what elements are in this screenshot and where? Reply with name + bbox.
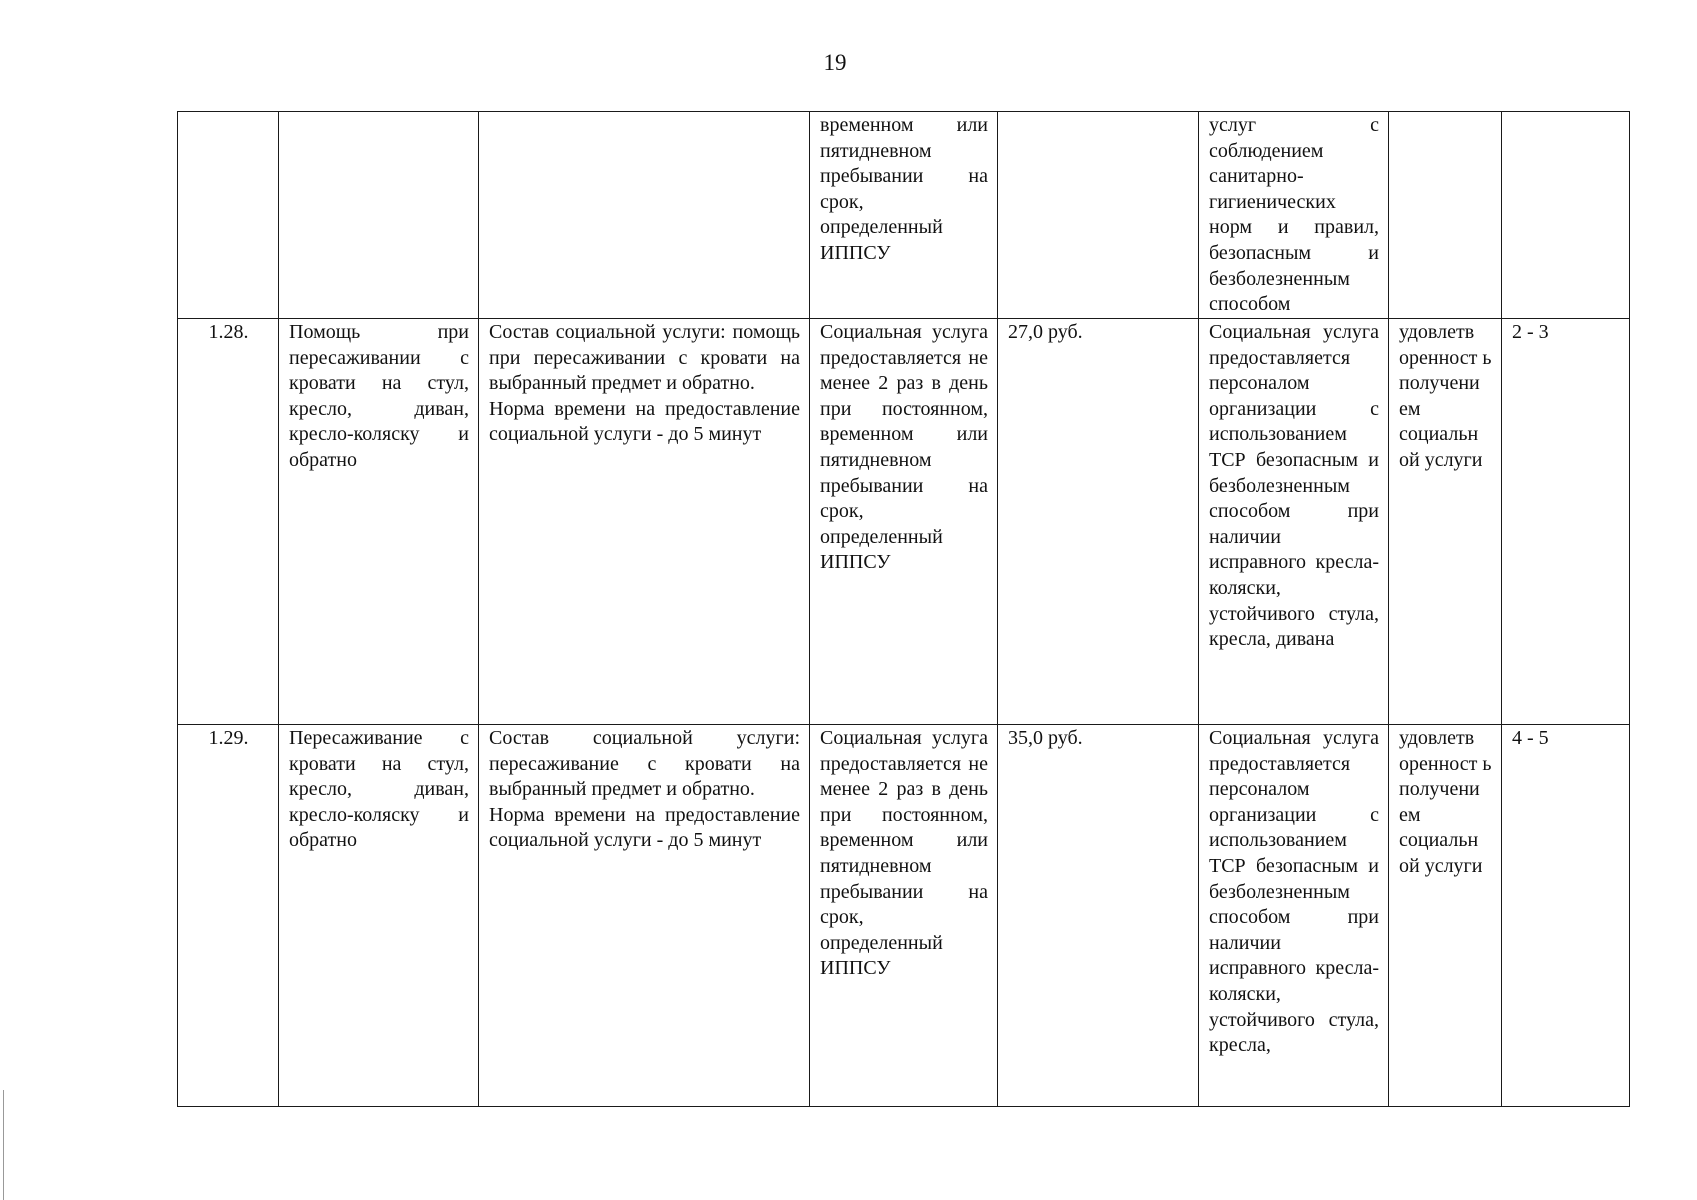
table-row [178,725,1630,1107]
cell-score [1502,112,1630,319]
cell-number: 1.28. [178,319,279,725]
cell-score: 2 - 3 [1502,319,1630,725]
cell-quality: Социальная услуга предоставляется персоналом организации с использованием ТСР безопасным и безболезненным способом при наличии исправного кресла-коляски, устойчивого стула, кресла, [1199,725,1389,1107]
cell-quality: услуг с соблюдением санитарно-гигиенических норм и правил, безопасным и безболезненным способом [1199,112,1389,319]
page-number: 19 [823,50,847,75]
table-row [178,319,1630,725]
composition-text: Состав социальной услуги: пересаживание с кровати на выбранный предмет и обратно. [489,727,800,801]
services-table [177,111,1630,1107]
cell-price [998,112,1199,319]
cell-conditions: Социальная услуга предоставляется не менее 2 раз в день при постоянном, временном или пятидневном пребывании на срок, определенный ИППСУ [810,725,998,1107]
composition-text: Состав социальной услуги: помощь при пересаживании с кровати на выбранный предмет и обратно. [489,321,800,395]
cell-evaluation: удовлетв оренност ь получени ем социальн ой услуги [1389,725,1502,1107]
time-norm-text: Норма времени на предоставление социальной услуги - до 5 минут [489,803,800,852]
cell-conditions: Социальная услуга предоставляется не менее 2 раз в день при постоянном, временном или пятидневном пребывании на срок, определенный ИППСУ [810,319,998,725]
cell-composition [479,319,810,725]
cell-conditions: временном или пятидневном пребывании на срок, определенный ИППСУ [810,112,998,319]
cell-service-name: Пересаживание с кровати на стул, кресло, диван, кресло-коляску и обратно [279,725,479,1107]
scan-edge-mark [3,1090,4,1200]
time-norm-text: Норма времени на предоставление социальной услуги - до 5 минут [489,397,800,446]
cell-number [178,112,279,319]
cell-score: 4 - 5 [1502,725,1630,1107]
cell-evaluation: удовлетв оренност ь получени ем социальн ой услуги [1389,319,1502,725]
cell-quality: Социальная услуга предоставляется персоналом организации с использованием ТСР безопасным и безболезненным способом при наличии исправного кресла-коляски, устойчивого стула, кресла, дивана [1199,319,1389,725]
cell-service-name: Помощь при пересаживании с кровати на стул, кресло, диван, кресло-коляску и обратно [279,319,479,725]
cell-service-name [279,112,479,319]
cell-composition [479,725,810,1107]
cell-price: 27,0 руб. [998,319,1199,725]
cell-price: 35,0 руб. [998,725,1199,1107]
cell-composition [479,112,810,319]
table-row-continuation [178,112,1630,319]
cell-evaluation [1389,112,1502,319]
cell-number: 1.29. [178,725,279,1107]
